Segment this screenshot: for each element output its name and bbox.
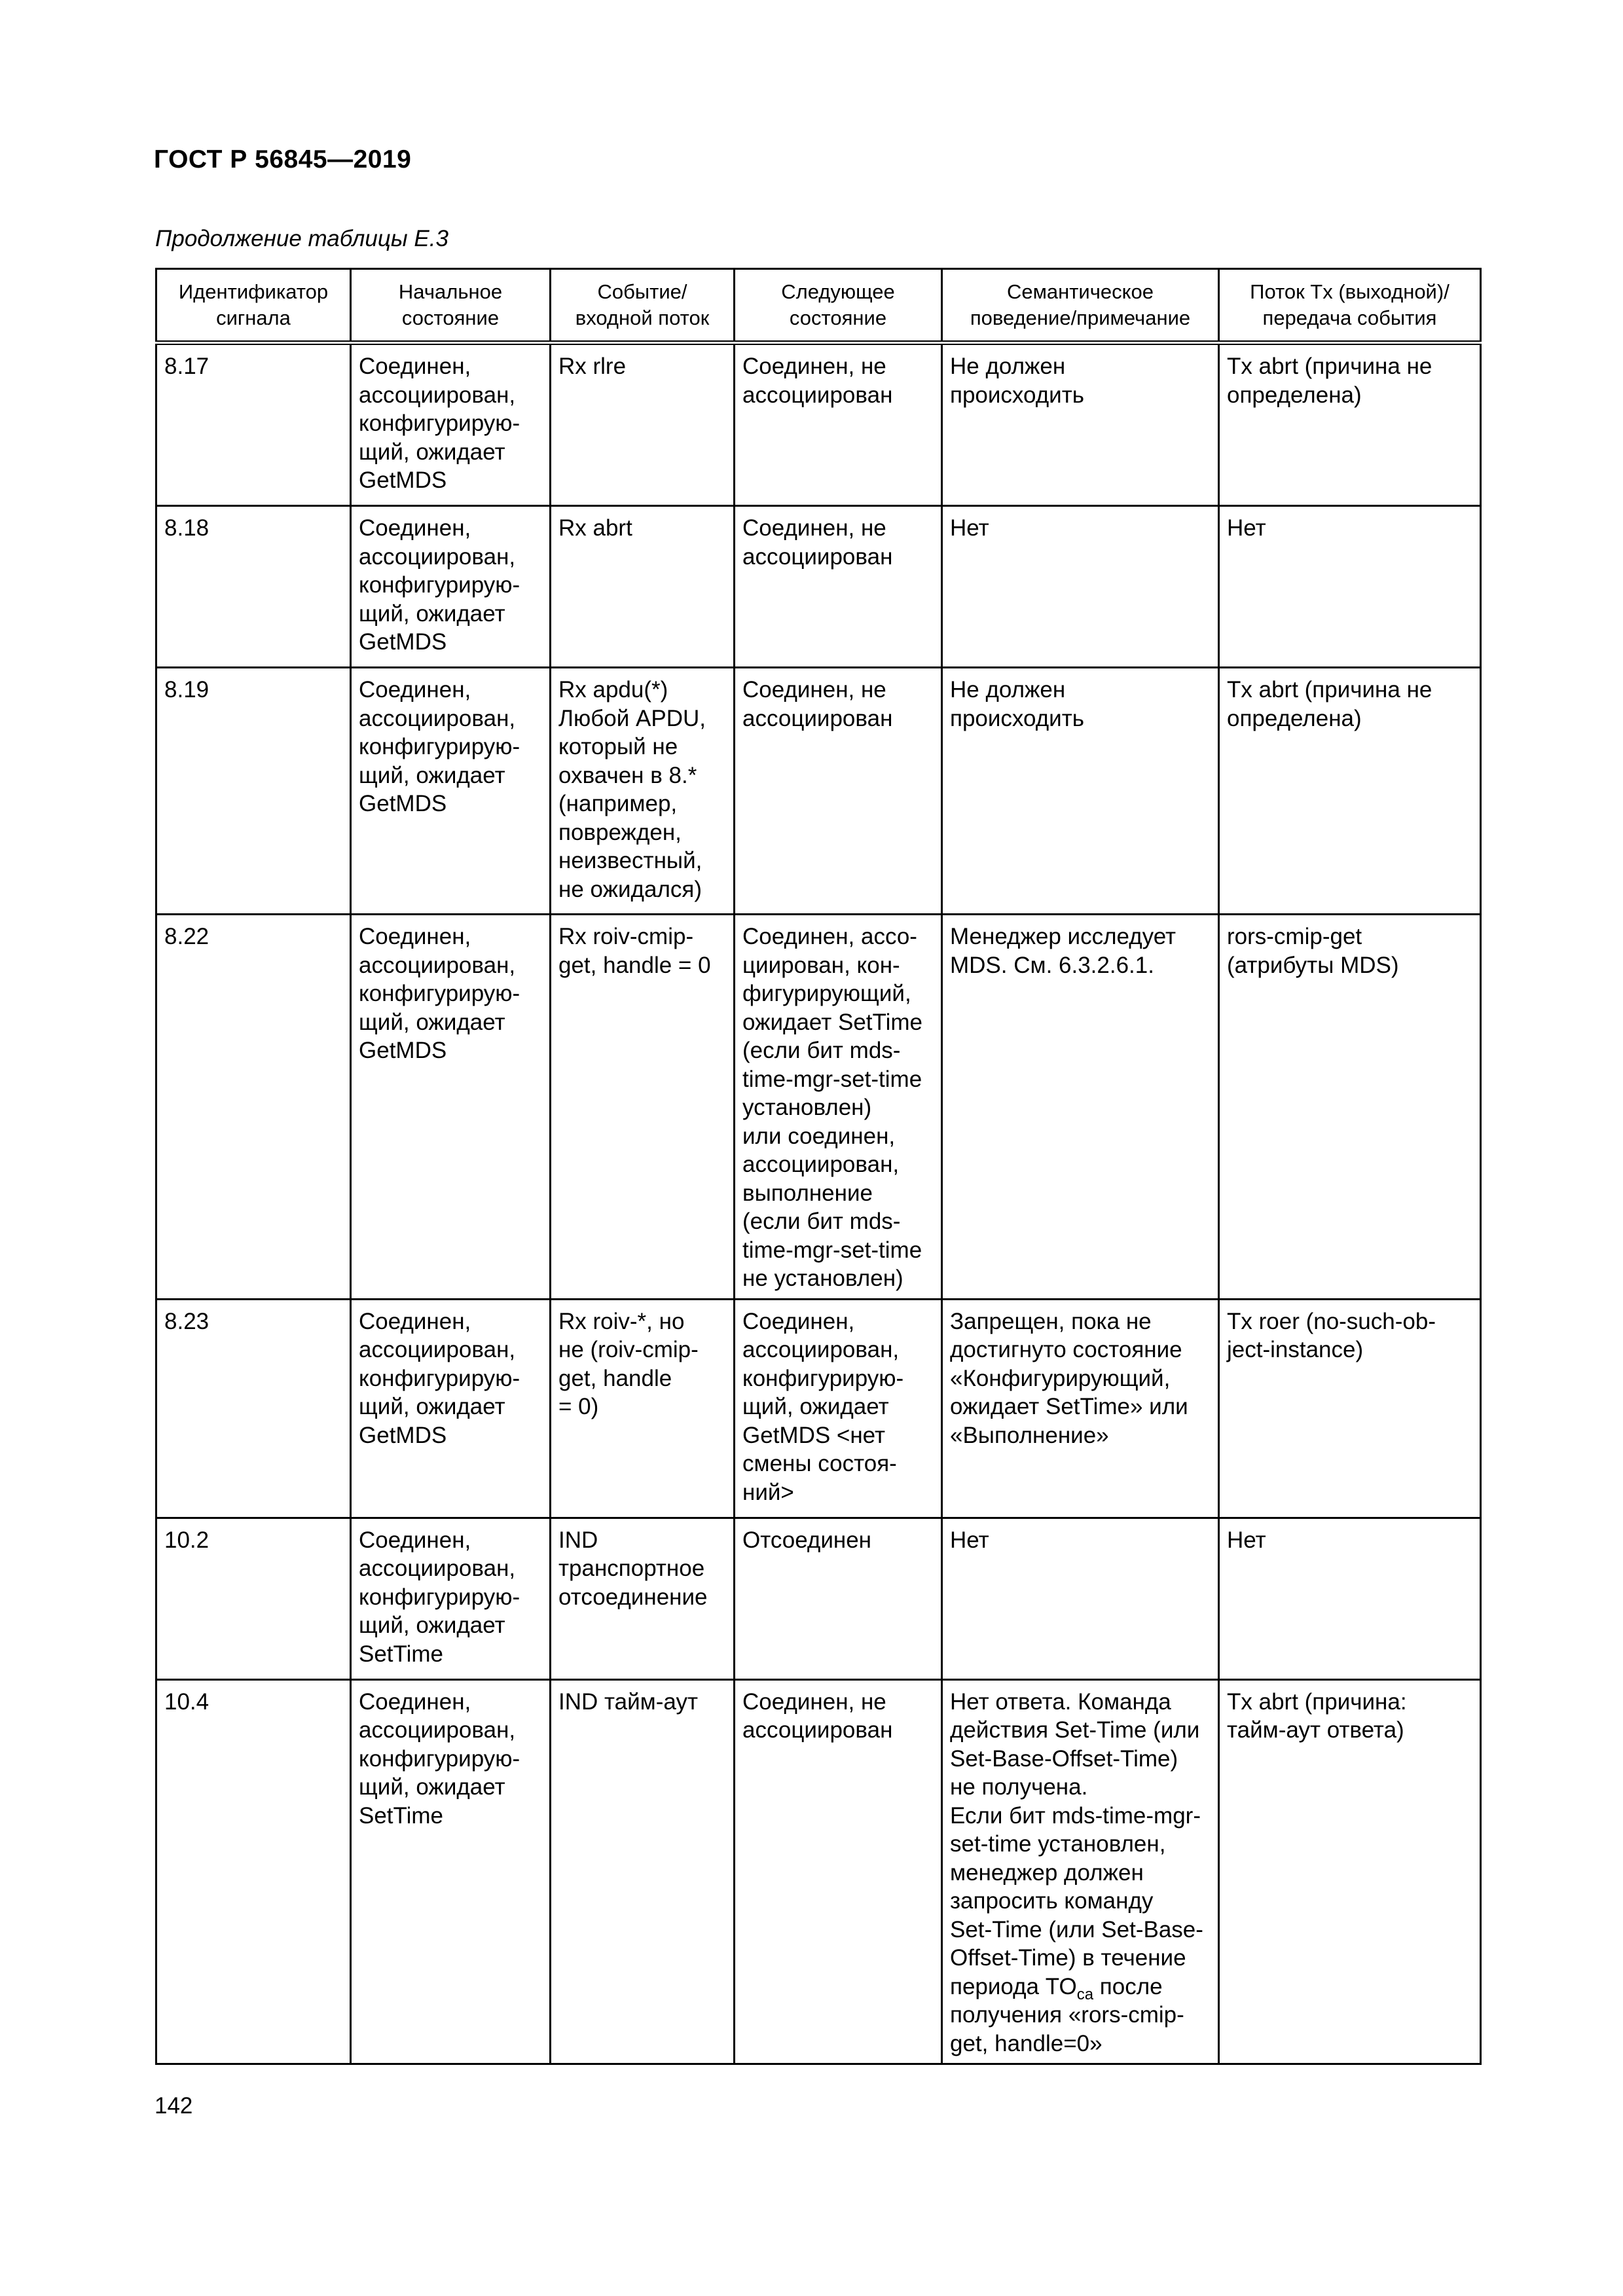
cell-event: Rx abrt [551,506,735,668]
cell-signal-id: 8.18 [156,506,351,668]
column-header-initial-state: Начальное состояние [351,269,551,343]
cell-event: Rx roiv-*, но не (roiv-cmip- get, handle = 0) [551,1299,735,1518]
cell-signal-id: 8.22 [156,915,351,1300]
cell-tx-flow: Нет [1219,506,1481,668]
table-row [156,1679,1481,2064]
table-header-row [156,269,1481,343]
table-row [156,1299,1481,1518]
cell-signal-id: 8.23 [156,1299,351,1518]
cell-event: IND транспортное отсоединение [551,1518,735,1679]
cell-semantic-note: Нет [942,1518,1219,1679]
cell-initial-state: Соединен, ассоциирован, конфигурирую- щий, ожидает GetMDS [351,506,551,668]
cell-semantic-note: Запрещен, пока не достигнуто состояние «Конфигурирующий, ожидает SetTime» или «Выполнение» [942,1299,1219,1518]
cell-semantic-note: Нет [942,506,1219,668]
cell-semantic-note: Не должен происходить [942,343,1219,506]
cell-signal-id: 8.19 [156,668,351,915]
cell-next-state: Отсоединен [735,1518,942,1679]
cell-next-state: Соединен, не ассоциирован [735,1679,942,2064]
cell-tx-flow: rors-cmip-get (атрибуты MDS) [1219,915,1481,1300]
cell-tx-flow: Tx abrt (причина: тайм-аут ответа) [1219,1679,1481,2064]
table-row [156,506,1481,668]
table-row [156,1518,1481,1679]
cell-next-state: Соединен, ассоциирован, конфигурирую- щий, ожидает GetMDS <нет смены состоя- ний> [735,1299,942,1518]
table-row [156,915,1481,1300]
cell-event: Rx roiv-cmip- get, handle = 0 [551,915,735,1300]
cell-event: Rx apdu(*) Любой APDU, который не охвачен в 8.* (например, поврежден, неизвестный, не ожидался) [551,668,735,915]
cell-next-state: Соединен, не ассоциирован [735,343,942,506]
cell-semantic-note: Нет ответа. Команда действия Set-Time (или Set-Base-Offset-Time) не получена. Если бит mds-time-mgr- set-time установлен, менеджер должен запросить команду Set-Time (или Set-Base- Offset-Time) в течение периода $TO_{ca}$ после получения «rors-cmip- get, handle=0» [942,1679,1219,2064]
cell-event: Rx rlre [551,343,735,506]
column-header-semantic-note: Семантическое поведение/примечание [942,269,1219,343]
cell-signal-id: 10.4 [156,1679,351,2064]
cell-initial-state: Соединен, ассоциирован, конфигурирую- щий, ожидает SetTime [351,1679,551,2064]
column-header-signal-id: Идентификатор сигнала [156,269,351,343]
cell-initial-state: Соединен, ассоциирован, конфигурирую- щий, ожидает GetMDS [351,668,551,915]
cell-tx-flow: Tx abrt (причина не определена) [1219,668,1481,915]
column-header-event: Событие/ входной поток [551,269,735,343]
page-number: 142 [155,2093,193,2119]
cell-initial-state: Соединен, ассоциирован, конфигурирую- щий, ожидает GetMDS [351,915,551,1300]
table-row [156,668,1481,915]
cell-next-state: Соединен, не ассоциирован [735,668,942,915]
column-header-tx-flow: Поток Tx (выходной)/ передача события [1219,269,1481,343]
table-caption: Продолжение таблицы Е.3 [155,226,448,251]
table-row [156,343,1481,506]
cell-semantic-note: Не должен происходить [942,668,1219,915]
cell-tx-flow: Нет [1219,1518,1481,1679]
cell-signal-id: 10.2 [156,1518,351,1679]
column-header-next-state: Следующее состояние [735,269,942,343]
cell-initial-state: Соединен, ассоциирован, конфигурирую- щий, ожидает SetTime [351,1518,551,1679]
cell-initial-state: Соединен, ассоциирован, конфигурирую- щий, ожидает GetMDS [351,1299,551,1518]
cell-signal-id: 8.17 [156,343,351,506]
cell-tx-flow: Tx abrt (причина не определена) [1219,343,1481,506]
cell-tx-flow: Tx roer (no-such-ob- ject-instance) [1219,1299,1481,1518]
cell-initial-state: Соединен, ассоциирован, конфигурирую- щий, ожидает GetMDS [351,343,551,506]
document-title: ГОСТ Р 56845—2019 [154,145,412,173]
cell-semantic-note: Менеджер исследует MDS. См. 6.3.2.6.1. [942,915,1219,1300]
cell-event: IND тайм-аут [551,1679,735,2064]
cell-next-state: Соединен, не ассоциирован [735,506,942,668]
cell-next-state: Соединен, ассо- циирован, кон- фигурирующий, ожидает SetTime (если бит mds- time-mgr-set-time установлен) или соединен, ассоциирован, выполнение (если бит mds- time-mgr-set-time не установлен) [735,915,942,1300]
state-table [155,268,1482,2065]
